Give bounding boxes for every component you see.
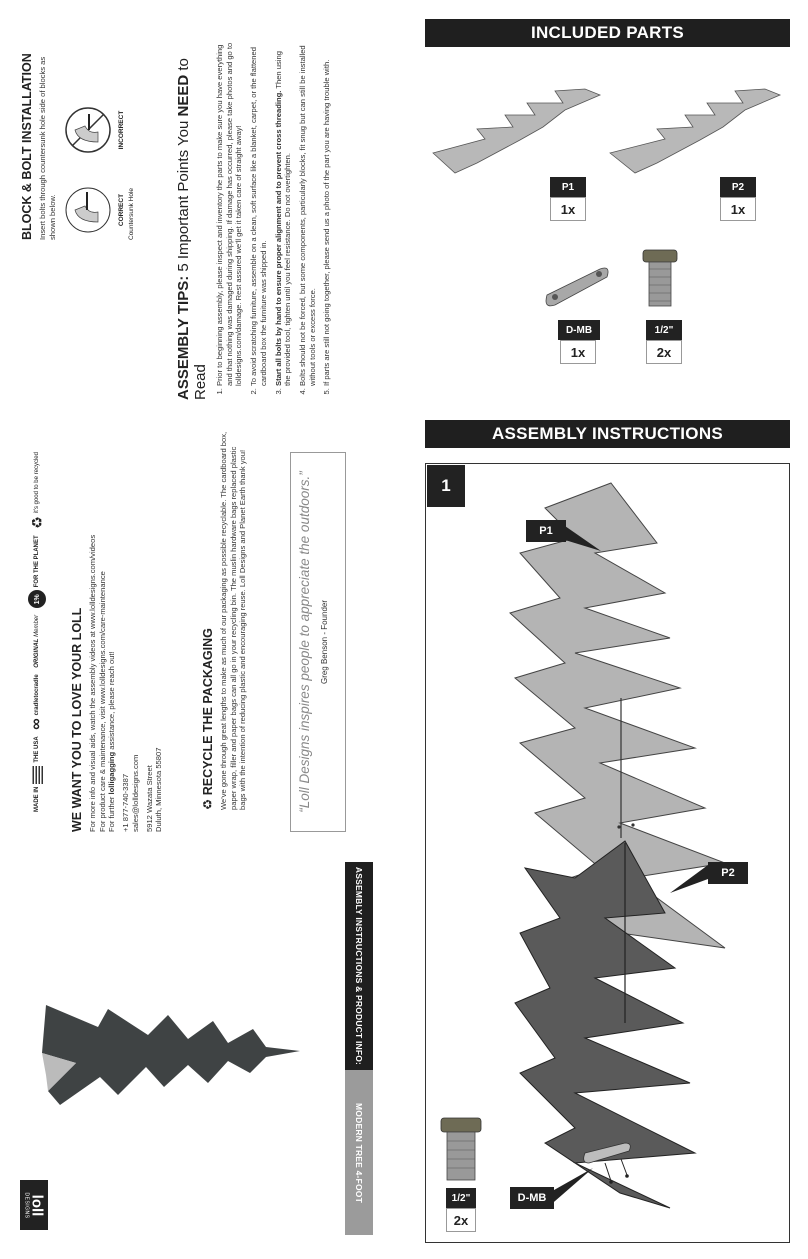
block-bolt-panel — [20, 40, 136, 240]
bolt-icon — [643, 250, 677, 306]
assembly-tips-panel — [175, 40, 365, 400]
tip-item: 1. Prior to beginning assembly, please inspect and inventory the parts to make sure you have everything and that nothing was damaged during shipping. If damage has occurred, please take photos and go to lolldesigns.com/damage. Rest assured we'll get it taken care of straight away! — [215, 40, 244, 386]
love-line1: For more info and visual aids, watch the assembly videos at www.lolldesigns.com/videos — [88, 534, 97, 832]
flag-icon — [31, 766, 43, 784]
side-tab-dark — [345, 862, 373, 1070]
bolt-qty: 2x — [646, 340, 682, 364]
included-parts-title: INCLUDED PARTS — [530, 23, 685, 42]
planet-circle-icon: 1% — [28, 590, 46, 608]
made-in-usa-badge: MADE IN THE USA — [31, 736, 43, 812]
love-email: sales@lolldesigns.com — [130, 754, 140, 832]
side-tab-label: ASSEMBLY INSTRUCTIONS & PRODUCT INFO: — [354, 866, 365, 1066]
recycle-text: We've gone through great lengths to make as much of our packaging as possible recyclable. The cardboard box, paper wrap, filler and paper bags can all go in your recycling bin. The muslin hardware bags replaced plastic bags with the intention of reducing plastic and encouraging reuse. Loll Designs and Planet Earth thank you! — [219, 431, 248, 810]
original-badge: ORIGINAL Member — [34, 614, 40, 668]
assembly-tips-list — [215, 40, 332, 400]
callout-dmb: D-MB — [510, 1187, 554, 1209]
bolt-assembly-icon — [441, 1118, 481, 1180]
recycle-icon: ♻ — [201, 798, 215, 810]
assembly-instructions-header — [425, 420, 790, 448]
p1-part-icon — [433, 89, 600, 173]
planet-badge: 1% FOR THE PLANET — [28, 535, 46, 608]
incorrect-bolt-icon — [63, 100, 113, 160]
correct-bolt-icon — [63, 180, 113, 240]
love-line2: For product care & maintenance, visit www.lolldesigns.com/care-maintenance — [97, 571, 107, 832]
love-line3: For further lolligagging assistance, please reach out! — [107, 651, 117, 832]
recycle-panel — [200, 430, 280, 810]
dmb-block-icon — [546, 268, 608, 306]
tip-item: 3. Start all bolts by hand to ensure proper alignment and to prevent cross threading. Then using the provided tool, tighten until you feel resistance. Do not overtighten. — [274, 40, 293, 386]
quote-author: Greg Benson - Founder — [320, 599, 329, 685]
bolt-label: 1/2" — [646, 320, 682, 340]
p2-part-icon — [610, 89, 780, 173]
assembly-diagram — [425, 463, 790, 1243]
dmb-qty: 1x — [560, 340, 596, 364]
tree-silhouette-illustration — [38, 995, 308, 1115]
side-tab-gray — [345, 1070, 373, 1235]
countersunk-hole-label: Countersunk Hole — [128, 187, 136, 240]
recycle-badge-icon: ♻ — [28, 516, 45, 529]
p1-label: P1 — [550, 177, 586, 197]
love-address1: 5912 Wazata Street — [144, 765, 154, 832]
cradle-badge: ∞ cradletocradle — [28, 674, 45, 730]
love-address2: Duluth, Minnesota 55807 — [154, 747, 164, 832]
p1-qty: 1x — [550, 197, 586, 221]
assembly-instructions-title: ASSEMBLY INSTRUCTIONS — [491, 424, 724, 443]
correct-label: CORRECT — [118, 193, 126, 227]
tip-item: 5. If parts are still not going together, please send us a photo of the part you are having trouble with. — [322, 40, 332, 386]
block-bolt-title: BLOCK & BOLT INSTALLATION — [20, 53, 34, 240]
recycle-title: ♻ RECYCLE THE PACKAGING — [201, 628, 215, 810]
included-parts-header — [425, 19, 790, 47]
incorrect-label: INCORRECT — [118, 110, 126, 150]
love-title: WE WANT YOU TO LOVE YOUR LOLL — [70, 607, 84, 832]
assembly-tips-title: ASSEMBLY TIPS: 5 Important Points You NEED to Read — [175, 58, 209, 400]
side-tab-product: MODERN TREE 4-FOOT — [354, 1102, 364, 1203]
dmb-label: D-MB — [558, 320, 600, 340]
tip-item: 2. To avoid scratching furniture, assemble on a clean, soft surface like a blanket, carpet, or the flattened cardboard box the furniture was shipped in. — [249, 40, 268, 386]
callout-bolt-qty: 2x — [446, 1208, 476, 1232]
tip-item: 4. Bolts should not be forced, but some components, particularly blocks, fit snug but can still be installed without tools or excess force. — [298, 40, 317, 386]
callout-p1: P1 — [526, 520, 566, 542]
love-panel — [70, 452, 180, 832]
quote-panel — [290, 452, 346, 832]
quote-text: “Loll Designs inspires people to appreciate the outdoors.” — [297, 471, 312, 813]
loll-logo: loll DESIGNS — [20, 1180, 48, 1230]
p2-label: P2 — [720, 177, 756, 197]
love-phone: +1 877-740-3387 — [121, 773, 131, 832]
badges-panel — [15, 452, 59, 812]
p2-qty: 1x — [720, 197, 756, 221]
infinity-icon: ∞ — [28, 718, 45, 730]
callout-bolt: 1/2" — [446, 1188, 476, 1208]
callout-p2: P2 — [708, 862, 748, 884]
step-number: 1 — [441, 476, 451, 495]
recycled-badge: ♻ it's good to be recycled — [28, 452, 45, 529]
block-bolt-text: Insert bolts through countersunk hole side of blocks as shown below. — [38, 56, 57, 240]
